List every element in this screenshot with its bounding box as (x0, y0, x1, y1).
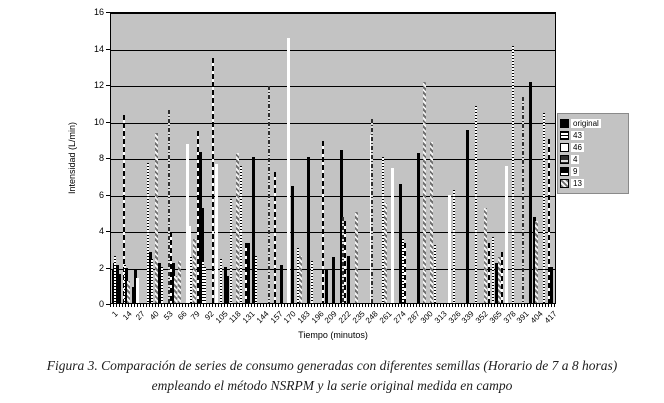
y-tick-mark-2 (106, 268, 110, 269)
chart-legend (557, 113, 629, 194)
legend-marker-solid-black-icon (560, 119, 569, 128)
gridline-y-14 (111, 50, 555, 51)
y-tick-mark-4 (106, 231, 110, 232)
x-tick-label-183: 183 (295, 309, 312, 326)
legend-label-46: 46 (573, 143, 582, 152)
bar-series-9 (344, 221, 346, 303)
bar-series-43 (220, 259, 222, 303)
gridline-y-10 (111, 123, 555, 124)
x-tick-label-300: 300 (419, 309, 435, 326)
bar-series-original (417, 153, 420, 303)
legend-item-46 (560, 142, 626, 153)
x-tick-label-391: 391 (515, 309, 531, 326)
bar-series-original (332, 257, 335, 303)
bar-series-4 (371, 119, 373, 303)
bar-series-43 (434, 245, 436, 303)
bar-series-original (550, 267, 553, 304)
x-tick-label-261: 261 (378, 309, 394, 326)
bar-series-46 (287, 38, 290, 303)
y-tick-label-12: 12 (93, 80, 104, 90)
y-tick-mark-0 (106, 304, 110, 305)
legend-item-9 (560, 166, 626, 177)
bar-series-43 (230, 199, 232, 303)
bar-series-original (247, 243, 250, 303)
bar-series-9 (501, 252, 503, 303)
figure-caption (0, 356, 664, 396)
bar-series-4 (268, 86, 270, 303)
x-tick-label-1: 1 (110, 309, 120, 319)
bar-series-13 (535, 221, 538, 303)
x-tick-label-40: 40 (148, 309, 161, 322)
y-tick-mark-16 (106, 12, 110, 13)
legend-marker-checkered-icon (560, 179, 569, 188)
bar-series-43 (240, 166, 242, 303)
x-tick-label-105: 105 (213, 309, 230, 326)
bar-series-9 (274, 172, 276, 303)
x-tick-label-92: 92 (202, 309, 216, 322)
bar-series-9 (322, 141, 324, 303)
x-tick-label-287: 287 (405, 309, 422, 326)
x-tick-label-352: 352 (473, 309, 490, 326)
bar-series-13 (299, 256, 302, 304)
bar-series-43 (512, 46, 514, 303)
bar-series-43 (475, 106, 477, 303)
bar-series-original (347, 256, 350, 304)
x-tick-label-14: 14 (120, 309, 134, 322)
x-axis-tick-strip (110, 304, 557, 307)
x-tick-label-118: 118 (227, 309, 244, 325)
x-tick-label-417: 417 (542, 309, 559, 326)
legend-marker-dash-dot-gray-icon (560, 155, 569, 164)
legend-item-4 (560, 154, 626, 165)
bar-series-43 (311, 261, 313, 303)
gridline-y-6 (111, 196, 555, 197)
y-axis-title: Intensidad (L/min) (67, 121, 77, 195)
legend-marker-dotted-icon (560, 131, 569, 140)
bar-series-13 (484, 208, 487, 303)
x-tick-label-326: 326 (446, 309, 463, 326)
figure-caption-line1: Figura 3. Comparación de series de consumo generadas con diferentes semillas (Horario de 7 a 8 horas) (46, 358, 618, 373)
y-tick-label-10: 10 (93, 116, 104, 127)
bar-series-13 (178, 261, 181, 303)
x-tick-label-313: 313 (432, 309, 449, 326)
bar-series-43 (161, 267, 163, 304)
gridline-y-12 (111, 86, 555, 87)
bar-series-46 (215, 164, 218, 303)
legend-item-original (560, 118, 626, 129)
x-tick-label-339: 339 (460, 309, 477, 326)
y-tick-label-16: 16 (93, 7, 104, 17)
bar-series-46 (136, 278, 139, 304)
y-tick-label-0: 0 (98, 299, 104, 309)
x-tick-label-66: 66 (175, 309, 189, 322)
y-tick-mark-6 (106, 195, 110, 196)
bar-series-13 (127, 281, 130, 303)
x-tick-label-209: 209 (323, 309, 340, 326)
y-tick-label-14: 14 (93, 43, 104, 54)
x-tick-label-378: 378 (501, 309, 518, 326)
legend-marker-solid-white-icon (560, 143, 569, 152)
bar-series-43 (190, 257, 192, 303)
gridline-y-16 (111, 13, 555, 14)
bar-series-original (226, 276, 229, 303)
y-tick-mark-12 (106, 85, 110, 86)
bar-series-43 (492, 237, 494, 303)
bar-series-original (307, 157, 310, 303)
legend-label-43: 43 (573, 131, 582, 140)
x-tick-label-53: 53 (161, 309, 175, 322)
bar-series-original (529, 82, 532, 303)
bar-series-9 (488, 243, 490, 303)
bar-series-43 (151, 259, 153, 303)
x-tick-label-144: 144 (254, 309, 271, 326)
bar-series-13 (384, 203, 387, 303)
x-tick-label-222: 222 (336, 309, 353, 326)
x-tick-label-365: 365 (487, 309, 504, 326)
bar-series-13 (355, 212, 358, 303)
y-tick-label-6: 6 (98, 189, 104, 200)
x-tick-label-196: 196 (309, 309, 326, 326)
bar-series-46 (448, 195, 451, 303)
bar-series-original (291, 186, 294, 303)
x-tick-label-27: 27 (134, 309, 148, 322)
bar-series-original (325, 270, 328, 303)
x-tick-label-235: 235 (350, 309, 367, 326)
bar-series-43 (204, 267, 206, 304)
y-tick-mark-8 (106, 158, 110, 159)
bar-series-4 (522, 97, 524, 303)
bar-series-43 (453, 190, 455, 303)
y-tick-label-2: 2 (98, 262, 104, 273)
plot-area (110, 12, 556, 304)
x-tick-label-274: 274 (391, 309, 408, 326)
bar-series-46 (391, 168, 394, 303)
x-tick-label-248: 248 (364, 309, 381, 326)
y-tick-mark-14 (106, 49, 110, 50)
gridline-y-8 (111, 159, 555, 160)
bar-series-original (466, 130, 469, 303)
bar-series-original (118, 274, 121, 303)
bar-series-13 (236, 153, 239, 303)
x-tick-label-404: 404 (528, 309, 545, 326)
legend-marker-dashed-black-icon (560, 167, 569, 176)
legend-label-original: original (573, 119, 599, 128)
x-tick-label-131: 131 (240, 309, 257, 326)
y-tick-label-4: 4 (98, 226, 104, 236)
bar-series-13 (430, 142, 433, 303)
bar-series-13 (423, 82, 426, 303)
legend-item-43 (560, 130, 626, 141)
bar-series-9 (212, 58, 214, 303)
legend-label-13: 13 (573, 179, 582, 188)
bar-series-46 (505, 166, 508, 303)
legend-item-13 (560, 178, 626, 189)
bar-series-13 (174, 276, 177, 303)
bar-series-original (280, 265, 283, 303)
y-tick-mark-10 (106, 122, 110, 123)
legend-label-9: 9 (573, 167, 578, 176)
x-tick-label-157: 157 (268, 309, 285, 326)
bar-series-43 (255, 256, 257, 304)
legend-label-4: 4 (573, 155, 578, 164)
figure-caption-line2: empleando el método NSRPM y la serie original medida en campo (151, 378, 513, 393)
x-axis-title: Tiempo (minutos) (298, 330, 368, 340)
y-tick-label-8: 8 (98, 153, 104, 163)
gridline-y-4 (111, 232, 555, 233)
x-tick-label-79: 79 (189, 309, 202, 322)
x-tick-label-170: 170 (282, 309, 298, 326)
bar-series-43 (543, 113, 545, 303)
bar-series-13 (193, 239, 196, 303)
bar-series-9 (404, 243, 406, 303)
